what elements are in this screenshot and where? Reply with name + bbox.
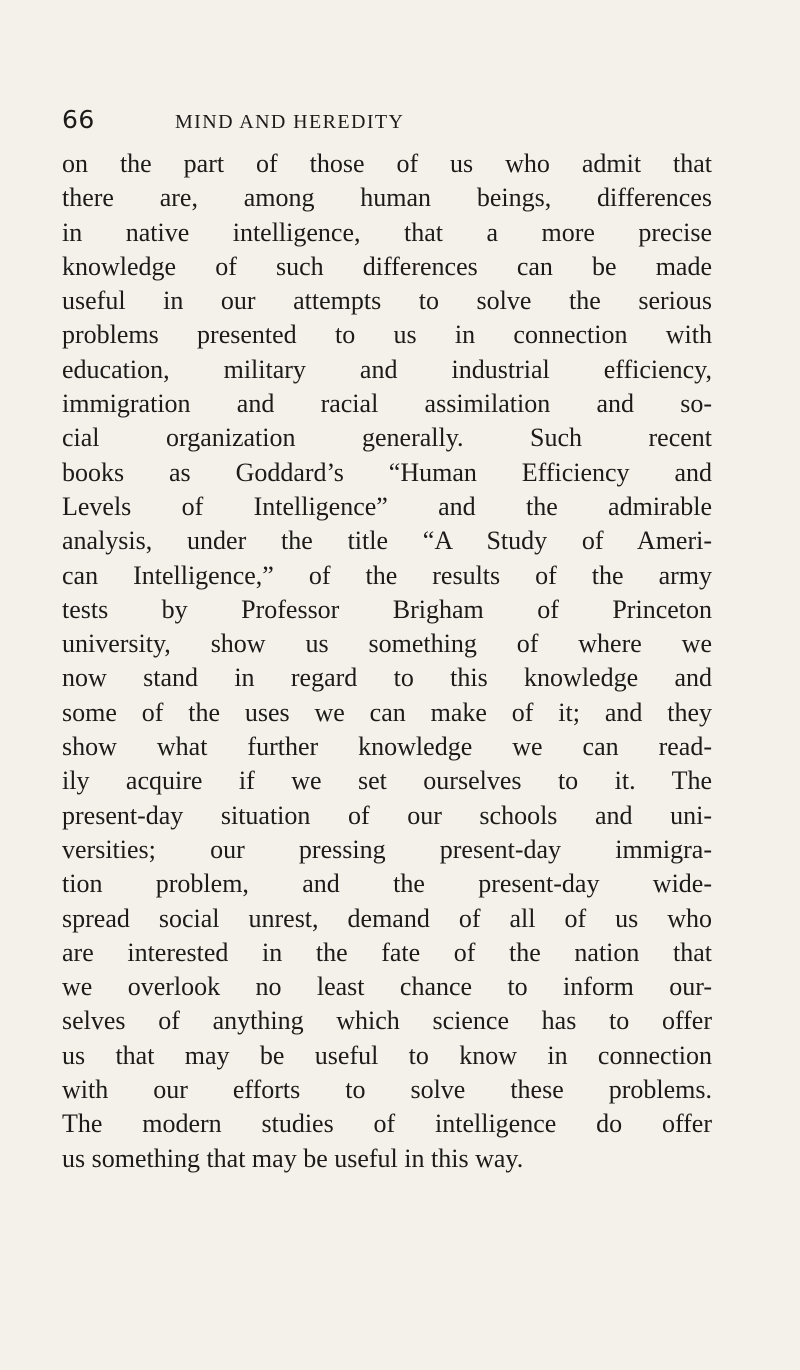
- text-line: university, show us something of where we: [62, 629, 712, 659]
- text-line: are interested in the fate of the nation that: [62, 937, 712, 967]
- text-line: The modern studies of intelligence do offer: [62, 1109, 712, 1139]
- text-line: there are, among human beings, differences: [62, 183, 712, 213]
- text-line: show what further knowledge we can read-: [62, 732, 712, 762]
- text-line-last: us something that may be useful in this way.: [62, 1143, 524, 1173]
- text-line: Levels of Intelligence” and the admirable: [62, 491, 712, 521]
- text-line: ily acquire if we set ourselves to it. The: [62, 766, 712, 796]
- text-line: we overlook no least chance to inform our-: [62, 972, 712, 1002]
- text-line: spread social unrest, demand of all of us who: [62, 903, 712, 933]
- text-line: on the part of those of us who admit that: [62, 149, 712, 178]
- body-paragraph: [62, 147, 712, 1176]
- text-line: immigration and racial assimilation and so-: [62, 389, 712, 419]
- text-line: knowledge of such differences can be made: [62, 251, 712, 281]
- text-line: now stand in regard to this knowledge and: [62, 663, 712, 693]
- text-line: some of the uses we can make of it; and they: [62, 697, 712, 727]
- text-line: books as Goddard’s “Human Efficiency and: [62, 457, 712, 487]
- text-line: versities; our pressing present-day immigra-: [62, 834, 712, 864]
- running-head: [62, 100, 722, 140]
- text-line: cial organization generally. Such recent: [62, 423, 712, 453]
- text-line: selves of anything which science has to offer: [62, 1006, 712, 1036]
- text-line: tests by Professor Brigham of Princeton: [62, 594, 712, 624]
- running-title: MIND AND HEREDITY: [175, 111, 405, 133]
- text-line: analysis, under the title “A Study of Ameri-: [62, 526, 712, 556]
- text-line: useful in our attempts to solve the serious: [62, 286, 712, 316]
- page-number: 66: [62, 105, 95, 134]
- text-line: education, military and industrial efficiency,: [62, 354, 712, 384]
- text-line: problems presented to us in connection with: [62, 320, 712, 350]
- text-line: present-day situation of our schools and uni-: [62, 800, 712, 830]
- text-line: tion problem, and the present-day wide-: [62, 869, 712, 899]
- text-line: with our efforts to solve these problems.: [62, 1075, 712, 1105]
- text-line: can Intelligence,” of the results of the army: [62, 560, 712, 590]
- text-line: in native intelligence, that a more precise: [62, 217, 712, 247]
- text-line: us that may be useful to know in connection: [62, 1040, 712, 1070]
